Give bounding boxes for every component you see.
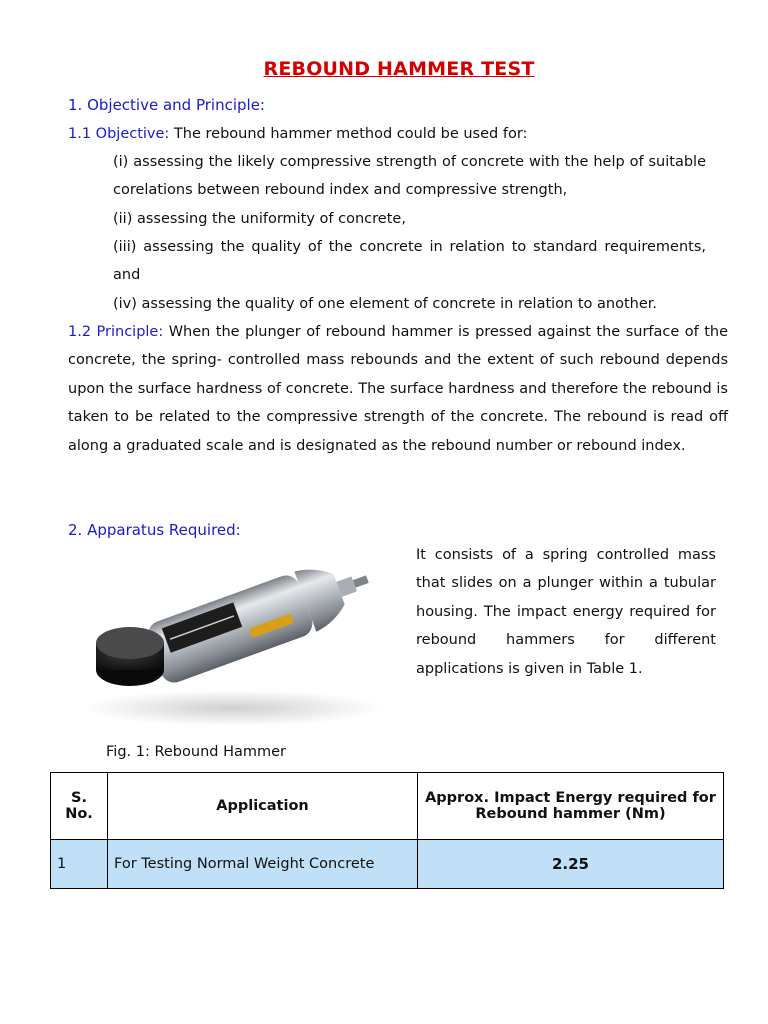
principle-paragraph	[68, 318, 728, 460]
objective-intro: The rebound hammer method could be used for:	[173, 126, 528, 142]
objective-label: 1.1 Objective:	[68, 126, 170, 142]
section1-heading: 1. Objective and Principle:	[68, 96, 265, 114]
principle-text: When the plunger of rebound hammer is pressed against the surface of the concrete, the spring- controlled mass rebounds and the extent of such rebound depends upon the surface hardness of concrete. The surface hardness and therefore the rebound is taken to be related to the compressive strength of the concrete. The rebound is read off along a graduated scale and is designated as the rebound number or rebound index.	[68, 324, 728, 454]
objective-paragraph	[68, 120, 728, 148]
section2-heading: 2. Apparatus Required:	[68, 521, 241, 539]
header-application: Application	[108, 773, 418, 840]
objective-item: (i) assessing the likely compressive strength of concrete with the help of suitable corelations between rebound index and compressive strength,	[113, 154, 706, 199]
rebound-hammer-image	[68, 548, 398, 736]
impact-energy-table	[50, 772, 724, 889]
cell-sno: 1	[51, 840, 108, 889]
header-sno: S. No.	[51, 773, 108, 840]
figure-caption: Fig. 1: Rebound Hammer	[106, 744, 286, 760]
principle-label: 1.2 Principle:	[68, 324, 164, 340]
rebound-hammer-figure	[68, 548, 398, 736]
objective-item: (ii) assessing the uniformity of concrete,	[113, 211, 406, 227]
objective-item: (iv) assessing the quality of one element of concrete in relation to another.	[113, 296, 657, 312]
cell-application: For Testing Normal Weight Concrete	[108, 840, 418, 889]
apparatus-description: It consists of a spring controlled mass that slides on a plunger within a tubular housing. The impact energy required for rebound hammers for different applications is given in Table 1.	[416, 547, 716, 677]
table-row	[51, 840, 724, 889]
objective-item: (iii) assessing the quality of the concrete in relation to standard requirements, and	[113, 239, 706, 284]
cell-impact-energy: 2.25	[418, 840, 724, 889]
page-title: REBOUND HAMMER TEST	[263, 58, 535, 80]
header-impact-energy: Approx. Impact Energy required for Rebound hammer (Nm)	[418, 773, 724, 840]
table-header-row	[51, 773, 724, 840]
